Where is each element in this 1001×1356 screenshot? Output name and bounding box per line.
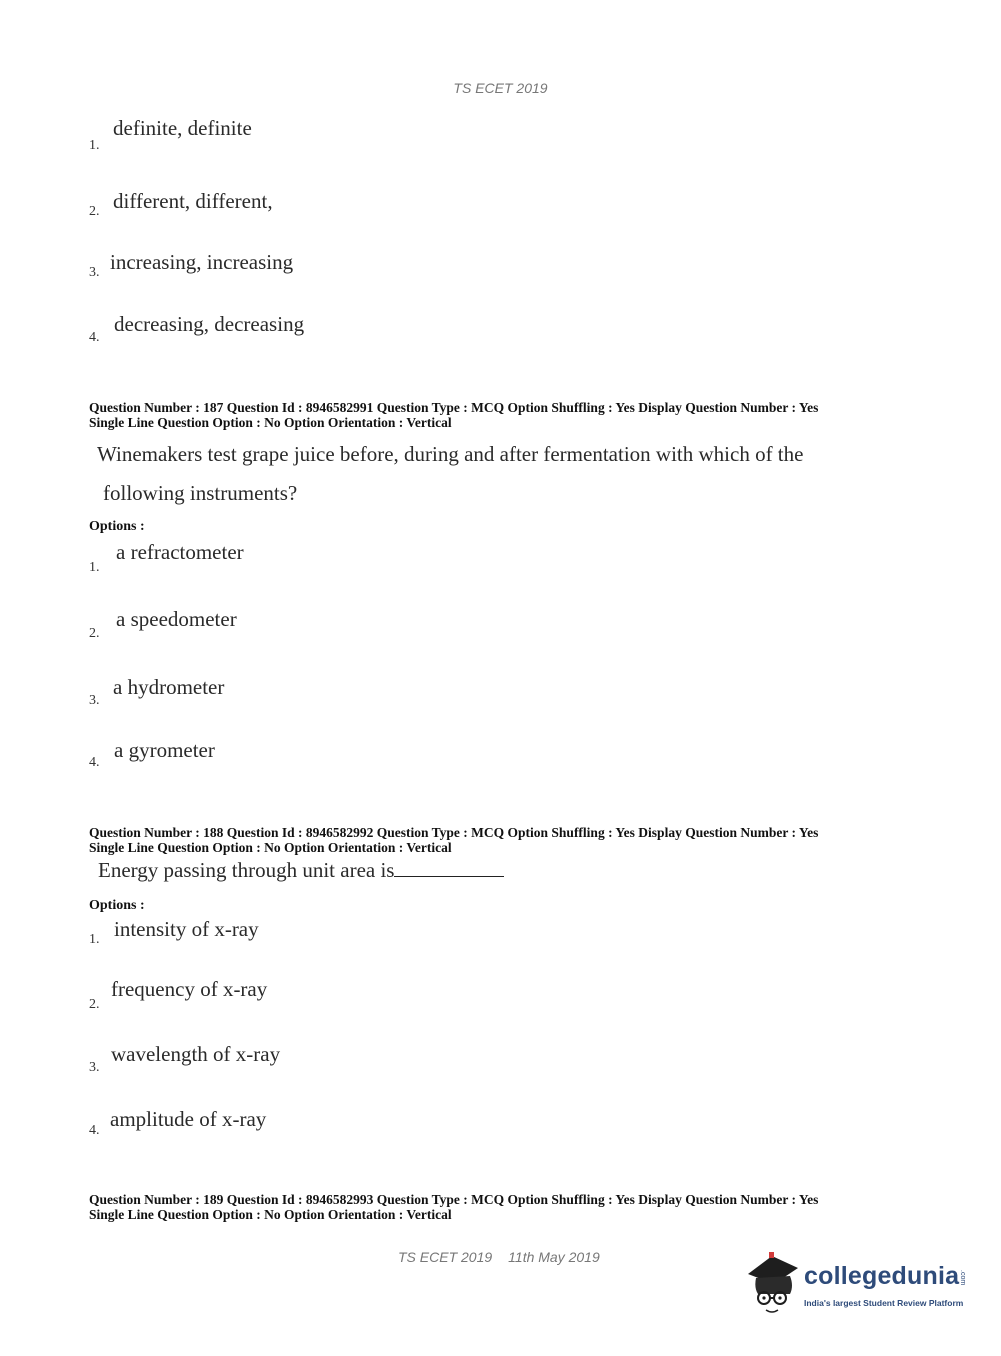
q188-option-1-number: 1. — [89, 932, 100, 947]
page-header: TS ECET 2019 — [453, 80, 548, 96]
prev-option-1-number: 1. — [89, 138, 100, 153]
q188-meta-line-1: Question Number : 188 Question Id : 8946582992 Question Type : MCQ Option Shuffling : Yes Display Question Number : Yes — [89, 825, 819, 840]
q187-option-1-text: a refractometer — [116, 540, 244, 564]
prev-option-2-text: different, different, — [113, 189, 273, 213]
q187-option-3-number: 3. — [89, 693, 100, 708]
q187-meta-line-2: Single Line Question Option : No Option Orientation : Vertical — [89, 415, 452, 430]
q187-option-4-text: a gyrometer — [114, 738, 215, 762]
prev-option-1-text: definite, definite — [113, 116, 252, 140]
answer-blank-line — [394, 858, 504, 877]
prev-option-4-text: decreasing, decreasing — [114, 312, 305, 336]
q188-meta-line-2: Single Line Question Option : No Option Orientation : Vertical — [89, 840, 452, 855]
q187-meta-line-1: Question Number : 187 Question Id : 8946582991 Question Type : MCQ Option Shuffling : Yes Display Question Number : Yes — [89, 400, 819, 415]
q188-question-text-content: Energy passing through unit area is — [98, 858, 395, 882]
q187-option-3-text: a hydrometer — [113, 675, 225, 699]
footer-date: 11th May 2019 — [508, 1249, 600, 1265]
logo-domain-suffix: .com — [959, 1270, 966, 1286]
q187-option-2-number: 2. — [89, 626, 100, 641]
collegedunia-logo — [742, 1248, 972, 1318]
prev-option-3-number: 3. — [89, 265, 100, 280]
page-footer — [398, 1249, 600, 1265]
prev-option-3-text: increasing, increasing — [110, 250, 294, 274]
q189-meta-line-1: Question Number : 189 Question Id : 8946582993 Question Type : MCQ Option Shuffling : Yes Display Question Number : Yes — [89, 1192, 819, 1207]
footer-exam: TS ECET 2019 — [398, 1249, 493, 1265]
q187-option-4-number: 4. — [89, 755, 100, 770]
q187-question-text-line-1: Winemakers test grape juice before, during and after fermentation with which of the — [97, 442, 804, 466]
q188-options-label: Options : — [89, 898, 145, 913]
q188-option-3-text: wavelength of x-ray — [111, 1042, 281, 1066]
q188-option-4-text: amplitude of x-ray — [110, 1107, 267, 1131]
q187-question-text-line-2: following instruments? — [103, 481, 298, 505]
q187-option-2-text: a speedometer — [116, 607, 237, 631]
prev-option-4-number: 4. — [89, 330, 100, 345]
q187-option-1-number: 1. — [89, 560, 100, 575]
mascot-icon — [742, 1248, 806, 1318]
prev-option-2-number: 2. — [89, 204, 100, 219]
logo-tagline: India's largest Student Review Platform — [804, 1298, 964, 1308]
q188-option-2-number: 2. — [89, 997, 100, 1012]
q188-question-text — [98, 858, 504, 883]
q188-option-4-number: 4. — [89, 1123, 100, 1138]
q187-options-label: Options : — [89, 519, 145, 534]
q188-option-3-number: 3. — [89, 1060, 100, 1075]
q189-meta-line-2: Single Line Question Option : No Option Orientation : Vertical — [89, 1207, 452, 1222]
q188-option-2-text: frequency of x-ray — [111, 977, 268, 1001]
logo-wordmark: collegedunia — [804, 1262, 960, 1290]
q188-option-1-text: intensity of x-ray — [114, 917, 259, 941]
